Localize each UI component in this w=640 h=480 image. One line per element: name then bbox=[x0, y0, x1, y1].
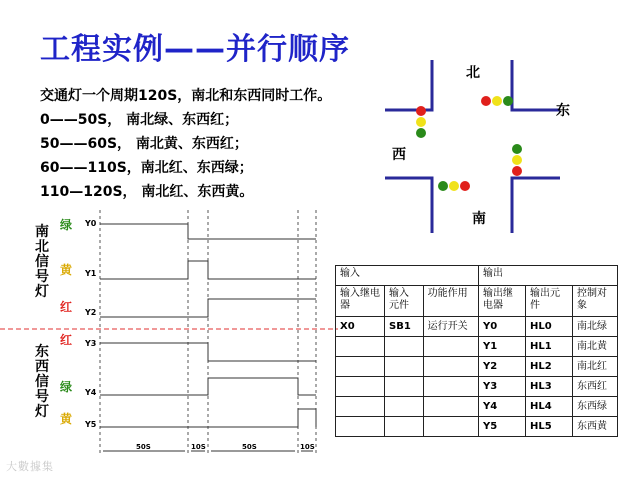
table-cell: SB1 bbox=[385, 317, 424, 337]
description bbox=[40, 84, 331, 204]
signal-id: Y1 bbox=[85, 269, 97, 278]
road-edge-se bbox=[512, 178, 560, 233]
table-row bbox=[336, 417, 618, 437]
description-line: 0——50S， 南北绿、东西红； bbox=[40, 112, 239, 128]
signal-color-name: 绿 bbox=[60, 380, 73, 394]
signal-id: Y3 bbox=[85, 339, 97, 348]
road-edge-ne bbox=[512, 60, 560, 110]
table-cell bbox=[423, 397, 478, 417]
table-cell bbox=[423, 417, 478, 437]
table-cell bbox=[336, 377, 385, 397]
table-cell bbox=[385, 397, 424, 417]
table-cell: Y5 bbox=[479, 417, 526, 437]
table-col-header: 功能作用 bbox=[423, 286, 478, 317]
table-cell bbox=[336, 357, 385, 377]
table-cell: 南北红 bbox=[573, 357, 618, 377]
north-label: 北 bbox=[466, 65, 480, 81]
table-cell: HL0 bbox=[526, 317, 573, 337]
table-group-header: 输出 bbox=[479, 266, 618, 286]
table-cell: HL5 bbox=[526, 417, 573, 437]
signal-id: Y4 bbox=[85, 388, 97, 397]
io-assignment-table bbox=[335, 265, 618, 437]
waveform-y4 bbox=[100, 378, 316, 395]
east-label: 东 bbox=[556, 103, 570, 119]
signal-id: Y0 bbox=[85, 219, 97, 228]
description-line: 110—120S， 南北红、东西黄。 bbox=[40, 184, 254, 200]
interval-label: 50S bbox=[136, 443, 151, 451]
table-cell: 南北绿 bbox=[573, 317, 618, 337]
description-line: 交通灯一个周期120S，南北和东西同时工作。 bbox=[40, 88, 332, 104]
table-cell bbox=[423, 337, 478, 357]
table-cell: HL2 bbox=[526, 357, 573, 377]
table-col-header: 输出元件 bbox=[526, 286, 573, 317]
table-cell: X0 bbox=[336, 317, 385, 337]
table-cell: 东西绿 bbox=[573, 397, 618, 417]
table-cell bbox=[385, 417, 424, 437]
table-cell bbox=[385, 357, 424, 377]
table-col-header: 输入继电器 bbox=[336, 286, 385, 317]
waveform-y1 bbox=[100, 261, 316, 279]
ns-side-label: 南北信号灯 bbox=[35, 224, 49, 300]
table-col-header: 控制对象 bbox=[573, 286, 618, 317]
road-edge-nw bbox=[385, 60, 432, 110]
traffic-light-north bbox=[481, 96, 513, 106]
table-cell: 南北黄 bbox=[573, 337, 618, 357]
table-cell: Y0 bbox=[479, 317, 526, 337]
traffic-light-south bbox=[438, 181, 470, 191]
intersection-diagram bbox=[380, 55, 600, 240]
table-cell bbox=[336, 397, 385, 417]
table-row bbox=[336, 377, 618, 397]
table-cell bbox=[336, 337, 385, 357]
ew-side-label: 东西信号灯 bbox=[35, 344, 49, 420]
interval-label: 10S bbox=[191, 443, 206, 451]
description-line: 50——60S， 南北黄、东西红； bbox=[40, 136, 248, 152]
table-row bbox=[336, 357, 618, 377]
watermark: 大數據集 bbox=[6, 460, 54, 473]
table-cell: 运行开关 bbox=[423, 317, 478, 337]
table-cell: HL1 bbox=[526, 337, 573, 357]
table-col-header: 输入元件 bbox=[385, 286, 424, 317]
table-cell: Y3 bbox=[479, 377, 526, 397]
interval-label: 10S bbox=[300, 443, 315, 451]
signal-id: Y2 bbox=[85, 308, 97, 317]
table-group-header: 输入 bbox=[336, 266, 479, 286]
interval-label: 50S bbox=[242, 443, 257, 451]
south-label: 南 bbox=[472, 211, 486, 227]
waveform-y3 bbox=[100, 343, 316, 361]
waveform-y2 bbox=[100, 299, 316, 317]
table-cell: HL3 bbox=[526, 377, 573, 397]
table-cell: Y4 bbox=[479, 397, 526, 417]
table-cell bbox=[423, 357, 478, 377]
signal-id: Y5 bbox=[85, 420, 97, 429]
signal-color-name: 绿 bbox=[60, 218, 73, 232]
signal-color-name: 红 bbox=[60, 333, 73, 347]
table-cell: 东西黄 bbox=[573, 417, 618, 437]
signal-color-name: 红 bbox=[60, 300, 73, 314]
table-row bbox=[336, 397, 618, 417]
table-cell: Y2 bbox=[479, 357, 526, 377]
table-row bbox=[336, 337, 618, 357]
table-cell: HL4 bbox=[526, 397, 573, 417]
traffic-light-east bbox=[512, 144, 522, 176]
traffic-light-west bbox=[416, 106, 426, 138]
page-title: 工程实例——并行顺序 bbox=[40, 32, 350, 67]
description-line: 60——110S，南北红、东西绿； bbox=[40, 160, 253, 176]
table-cell bbox=[385, 377, 424, 397]
timing-diagram bbox=[0, 205, 340, 465]
table-col-header: 输出继电器 bbox=[479, 286, 526, 317]
signal-color-name: 黄 bbox=[60, 412, 73, 426]
signal-color-name: 黄 bbox=[60, 263, 73, 277]
west-label: 西 bbox=[392, 147, 406, 163]
table-cell bbox=[423, 377, 478, 397]
table-row bbox=[336, 317, 618, 337]
road-edge-sw bbox=[385, 178, 432, 233]
table-cell: Y1 bbox=[479, 337, 526, 357]
table-cell: 东西红 bbox=[573, 377, 618, 397]
table-cell bbox=[336, 417, 385, 437]
waveform-y5 bbox=[100, 409, 316, 427]
table-cell bbox=[385, 337, 424, 357]
